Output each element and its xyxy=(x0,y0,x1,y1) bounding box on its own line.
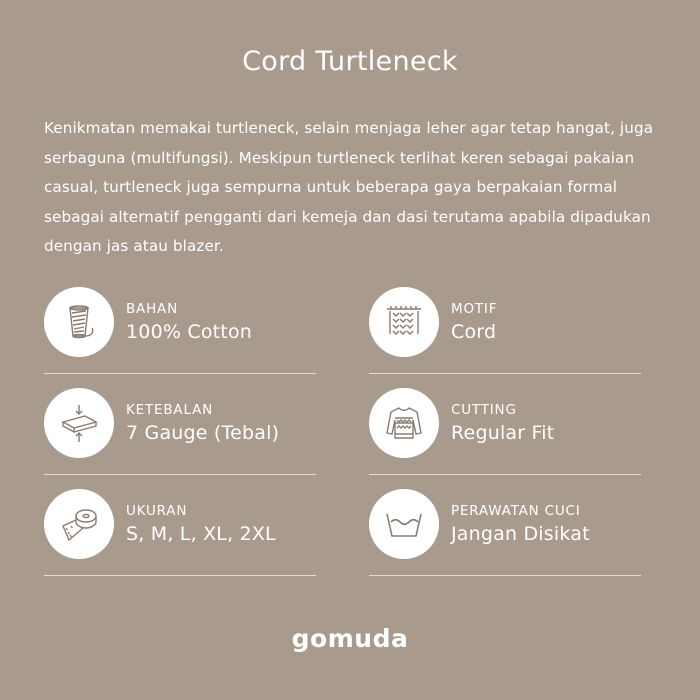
measuring-tape-icon xyxy=(44,489,114,559)
spec-label: PERAWATAN CUCI xyxy=(451,503,581,519)
spec-label: KETEBALAN xyxy=(126,402,214,418)
spec-perawatan-cuci xyxy=(369,489,641,591)
spec-value: 7 Gauge (Tebal) xyxy=(126,422,280,444)
product-title: Cord Turtleneck xyxy=(242,46,458,77)
spec-ukuran xyxy=(44,489,316,591)
brand-logo: gomuda xyxy=(291,624,409,653)
divider xyxy=(44,474,316,475)
spec-cutting xyxy=(369,388,641,490)
divider xyxy=(369,575,641,576)
thread-spool-icon xyxy=(44,287,114,357)
spec-label: UKURAN xyxy=(126,503,188,519)
product-description: Kenikmatan memakai turtleneck, selain menjaga leher agar tetap hangat, juga serbaguna (multifungsi). Meskipun turtleneck terlihat keren sebagai pakaian casual, turtleneck juga sempurna untuk beberapa gaya berpakaian formal sebagai alternatif pengganti dari kemeja dan dasi terutama apabila dipadukan dengan jas atau blazer. xyxy=(44,119,654,255)
spec-value: Jangan Disikat xyxy=(451,523,590,545)
spec-value: S, M, L, XL, 2XL xyxy=(126,523,276,545)
divider xyxy=(44,575,316,576)
knit-pattern-icon xyxy=(369,287,439,357)
spec-value: 100% Cotton xyxy=(126,321,253,343)
divider xyxy=(369,474,641,475)
spec-ketebalan xyxy=(44,388,316,490)
spec-label: BAHAN xyxy=(126,301,178,317)
spec-motif xyxy=(369,287,641,389)
spec-bahan xyxy=(44,287,316,389)
spec-label: MOTIF xyxy=(451,301,498,317)
sweater-icon xyxy=(369,388,439,458)
wash-tub-icon xyxy=(369,489,439,559)
divider xyxy=(44,373,316,374)
divider xyxy=(369,373,641,374)
spec-value: Regular Fit xyxy=(451,422,555,444)
thickness-icon xyxy=(44,388,114,458)
spec-label: CUTTING xyxy=(451,402,517,418)
spec-value: Cord xyxy=(451,321,497,343)
